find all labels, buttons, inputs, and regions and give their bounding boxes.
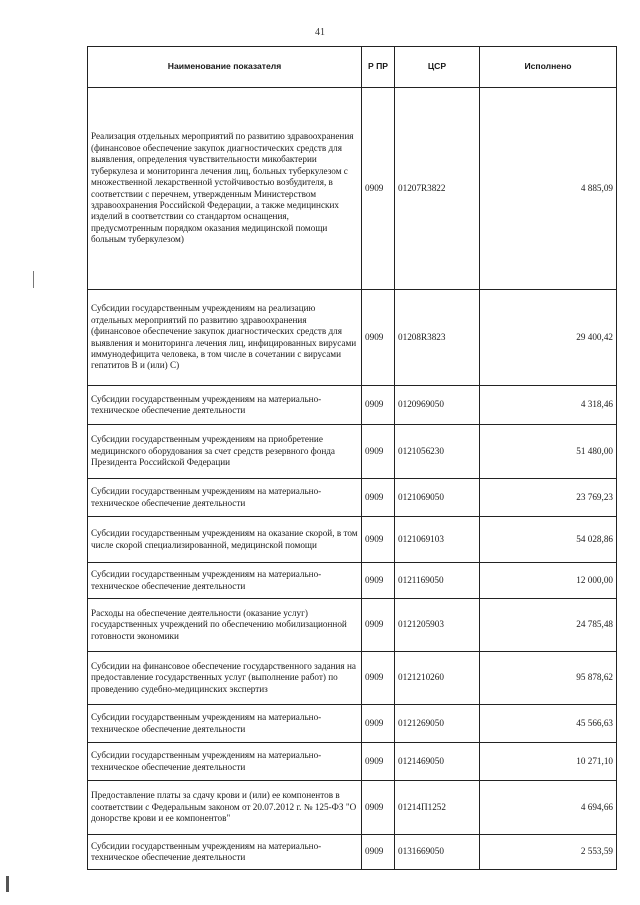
- row-sum: 4 318,46: [480, 386, 617, 425]
- row-rpr: 0909: [362, 479, 395, 517]
- row-csr: 0121205903: [395, 599, 480, 652]
- table-row: [88, 705, 617, 743]
- row-name: Субсидии государственным учреждениям на материально-техническое обеспечение деятельности: [88, 563, 362, 599]
- row-sum: 29 400,42: [480, 290, 617, 386]
- header-name: Наименование показателя: [88, 47, 362, 88]
- row-rpr: 0909: [362, 652, 395, 705]
- table-row: [88, 563, 617, 599]
- row-rpr: 0909: [362, 386, 395, 425]
- table-row: [88, 425, 617, 479]
- row-csr: 0121469050: [395, 743, 480, 781]
- row-sum: 45 566,63: [480, 705, 617, 743]
- table-row: [88, 743, 617, 781]
- row-name: Субсидии государственным учреждениям на материально-техническое обеспечение деятельности: [88, 479, 362, 517]
- row-name: Субсидии государственным учреждениям на реализацию отдельных мероприятий по развитию здравоохранения (финансовое обеспечение закупок диагностических средств для выявления и мониторинга лечения лиц, инфицированных вирусами иммунодефицита человека, в том числе в сочетании с вирусами гепатитов В и (или) С): [88, 290, 362, 386]
- table-row: [88, 652, 617, 705]
- row-sum: 23 769,23: [480, 479, 617, 517]
- row-name: Расходы на обеспечение деятельности (оказание услуг) государственных учреждений по обеспечению мобилизационной готовности экономики: [88, 599, 362, 652]
- scan-mark: [33, 271, 34, 288]
- header-csr: ЦСР: [395, 47, 480, 88]
- row-csr: 0121069050: [395, 479, 480, 517]
- row-name: Субсидии государственным учреждениям на приобретение медицинского оборудования за счет средств резервного фонда Президента Российской Федерации: [88, 425, 362, 479]
- scan-mark: [6, 876, 9, 892]
- row-rpr: 0909: [362, 563, 395, 599]
- table-row: [88, 599, 617, 652]
- row-sum: 24 785,48: [480, 599, 617, 652]
- row-rpr: 0909: [362, 517, 395, 563]
- row-name: Реализация отдельных мероприятий по развитию здравоохранения (финансовое обеспечение закупок диагностических средств для выявления, определения чувствительности микобактерии туберкулеза и мониторинга лечения лиц, больных туберкулезом с множественной лекарственной устойчивостью возбудителя, в соответствии с перечнем, утвержденным Министерством здравоохранения Российской Федерации, а также медицинских изделий в соответствии со стандартом оснащения, предусмотренным порядком оказания медицинской помощи больным туберкулезом): [88, 88, 362, 290]
- row-sum: 10 271,10: [480, 743, 617, 781]
- row-csr: 01208R3823: [395, 290, 480, 386]
- table-row: [88, 835, 617, 870]
- header-rpr: Р ПР: [362, 47, 395, 88]
- row-rpr: 0909: [362, 705, 395, 743]
- row-name: Предоставление платы за сдачу крови и (или) ее компонентов в соответствии с Федеральным законом от 20.07.2012 г. № 125-ФЗ "О донорстве крови и ее компонентов": [88, 781, 362, 835]
- row-name: Субсидии государственным учреждениям на материально-техническое обеспечение деятельности: [88, 386, 362, 425]
- table-header-row: [88, 47, 617, 88]
- row-sum: 51 480,00: [480, 425, 617, 479]
- row-rpr: 0909: [362, 781, 395, 835]
- row-csr: 0121269050: [395, 705, 480, 743]
- row-csr: 0121169050: [395, 563, 480, 599]
- table-row: [88, 88, 617, 290]
- table-row: [88, 386, 617, 425]
- row-name: Субсидии на финансовое обеспечение государственного задания на предоставление государственных услуг (выполнение работ) по проведению судебно-медицинских экспертиз: [88, 652, 362, 705]
- row-csr: 0121056230: [395, 425, 480, 479]
- row-name: Субсидии государственным учреждениям на оказание скорой, в том числе скорой специализированной, медицинской помощи: [88, 517, 362, 563]
- row-rpr: 0909: [362, 88, 395, 290]
- row-csr: 0131669050: [395, 835, 480, 870]
- row-name: Субсидии государственным учреждениям на материально-техническое обеспечение деятельности: [88, 835, 362, 870]
- table-row: [88, 290, 617, 386]
- row-rpr: 0909: [362, 425, 395, 479]
- table-row: [88, 781, 617, 835]
- row-rpr: 0909: [362, 835, 395, 870]
- row-sum: 12 000,00: [480, 563, 617, 599]
- row-sum: 54 028,86: [480, 517, 617, 563]
- table-row: [88, 517, 617, 563]
- row-csr: 01214П1252: [395, 781, 480, 835]
- row-csr: 0120969050: [395, 386, 480, 425]
- table-row: [88, 479, 617, 517]
- row-csr: 01207R3822: [395, 88, 480, 290]
- budget-table: [87, 46, 617, 870]
- row-rpr: 0909: [362, 599, 395, 652]
- row-name: Субсидии государственным учреждениям на материально-техническое обеспечение деятельности: [88, 743, 362, 781]
- row-rpr: 0909: [362, 290, 395, 386]
- row-sum: 2 553,59: [480, 835, 617, 870]
- row-name: Субсидии государственным учреждениям на материально-техническое обеспечение деятельности: [88, 705, 362, 743]
- row-sum: 95 878,62: [480, 652, 617, 705]
- header-done: Исполнено: [480, 47, 617, 88]
- row-sum: 4 694,66: [480, 781, 617, 835]
- row-rpr: 0909: [362, 743, 395, 781]
- row-sum: 4 885,09: [480, 88, 617, 290]
- row-csr: 0121210260: [395, 652, 480, 705]
- page-number: 41: [315, 27, 325, 38]
- row-csr: 0121069103: [395, 517, 480, 563]
